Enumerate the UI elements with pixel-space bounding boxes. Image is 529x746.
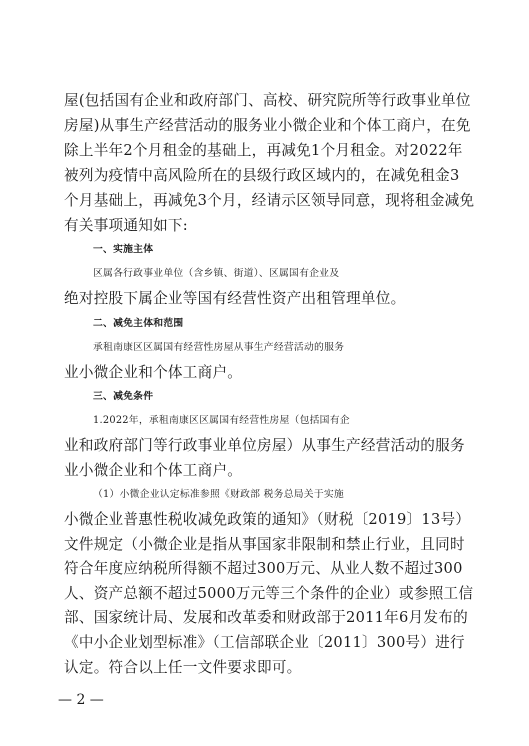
paragraph-line: 小微企业普惠性税收减免政策的通知》（财税〔2019〕13号） [64,511,471,528]
paragraph-line: （1）小微企业认定标准参照《财政部 税务总局关于实施 [93,489,344,500]
paragraph-line: 文件规定（小微企业是指从事国家非限制和禁止行业，且同时 [64,536,465,553]
paragraph-line: 承租南康区区属国有经营性房屋从事生产经营活动的服务 [93,342,345,353]
paragraph-line: 符合年度应纳税所得额不超过300万元、从业人数不超过300 [64,560,463,577]
section-heading: 三、减免条件 [93,391,154,402]
paragraph-line: 业小微企业和个体工商户。 [64,462,243,479]
paragraph-line: 个月基础上，再减免3个月，经请示区领导同意，现将租金减免 [64,192,475,209]
paragraph-line: 认定。符合以上任一文件要求即可。 [64,659,302,676]
paragraph-line: 区属各行政事业单位（含乡镇、街道）、区属国有企业及 [93,268,340,279]
paragraph-line: 业和政府部门等行政事业单位房屋）从事生产经营活动的服务 [64,437,465,454]
paragraph-line: 人、资产总额不超过5000万元等三个条件的企业）或参照工信 [64,585,474,602]
paragraph-line: 有关事项通知如下: [64,217,188,234]
paragraph-line: 部、国家统计局、发展和改革委和财政部于2011年6月发布的 [64,609,468,626]
section-heading: 二、减免主体和范围 [93,318,184,329]
paragraph-line: 《中小企业划型标准》（工信部联企业〔2011〕300号）进行 [64,634,465,651]
paragraph-line: 1.2022年，承租南康区区属国有经营性房屋（包括国有企 [93,415,350,426]
section-heading: 一、实施主体 [93,244,154,255]
paragraph-line: 房屋)从事生产经营活动的服务业小微企业和个体工商户，在免 [64,117,471,134]
paragraph-line: 除上半年2个月租金的基础上，再减免1个月租金。对2022年 [64,142,463,159]
page-number: — 2 — [58,692,104,708]
paragraph-line: 被列为疫情中高风险所在的县级行政区域内的，在减免租金3 [64,167,460,184]
paragraph-line: 屋(包括国有企业和政府部门、高校、研究院所等行政事业单位 [64,92,471,109]
paragraph-line: 业小微企业和个体工商户。 [64,364,243,381]
paragraph-line: 绝对控股下属企业等国有经营性资产出租管理单位。 [64,290,406,307]
